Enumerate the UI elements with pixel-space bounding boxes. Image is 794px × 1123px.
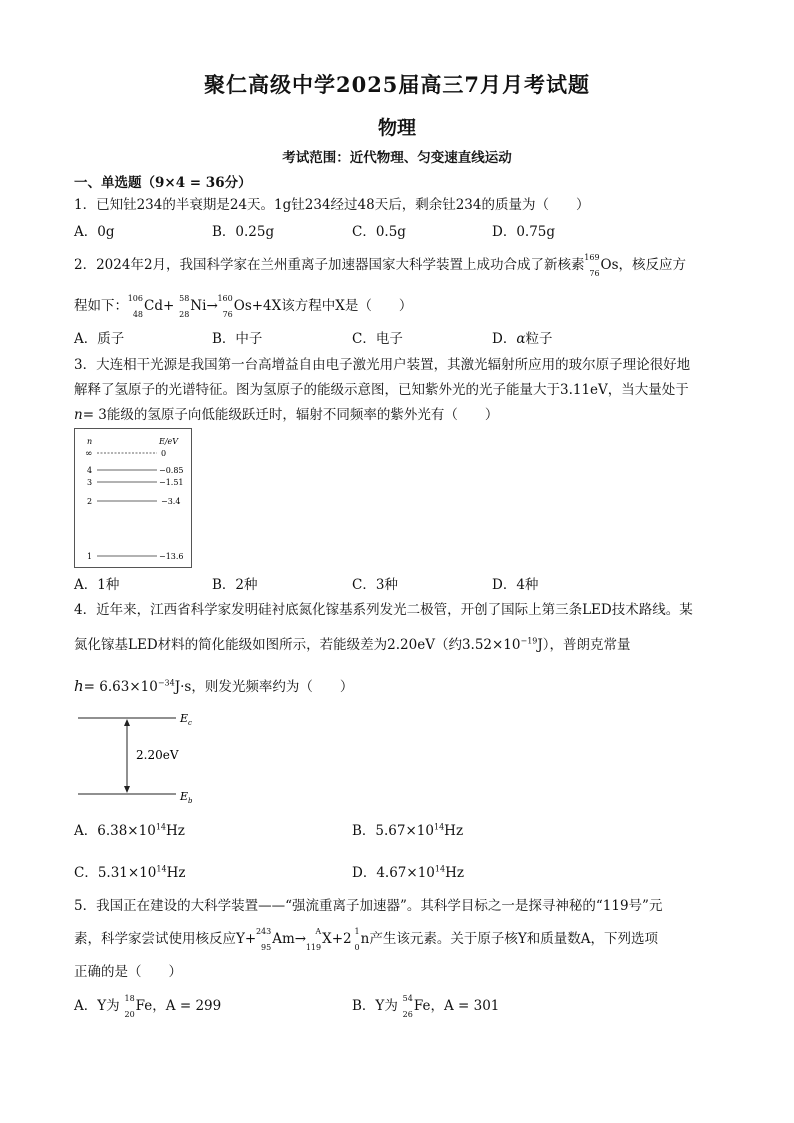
reaction-arrow: →: [294, 931, 307, 947]
level-2: [87, 497, 180, 506]
svg-text:∞: ∞: [85, 449, 93, 459]
svg-text:0: 0: [161, 449, 167, 458]
svg-text:1: 1: [87, 552, 93, 561]
q3-stem-line2: 解释了氢原子的光谱特征。图为氢原子的能级示意图，已知紫外光的光子能量大于3.11eV，当大量处于: [74, 382, 689, 398]
nuclide-os-160: 160 76: [217, 293, 233, 319]
exam-title: 聚仁高级中学2025届高三7月月考试题: [203, 72, 591, 97]
nuclide-fe-a: 18 20: [124, 993, 135, 1019]
svg-text:−0.85: −0.85: [159, 466, 184, 475]
q3-option-c: C．3种: [352, 577, 398, 593]
q1-stem: 1．已知钍234的半衰期是24天。1g钍234经过48天后，剩余钍234的质量为（ ）: [74, 197, 590, 213]
nuclide-fe-b: 54 26: [402, 993, 413, 1019]
level-4: [87, 466, 184, 475]
led-energy-diagram: [74, 708, 204, 803]
q3-option-b: B．2种: [212, 577, 258, 593]
q1-option-d: D．0.75g: [492, 224, 556, 240]
q2-option-c: C．电子: [352, 331, 403, 347]
gap-arrow-head-up: [124, 719, 130, 726]
q4-stem-line2: 氮化镓基LED材料的简化能级如图所示，若能级差为2.20eV（约$3.52\times 10^{-19}J$），普朗克常量: [74, 636, 631, 653]
q5-option-a: A．Y为 18 20 Fe，A = 299: [74, 993, 222, 1019]
nuclide-am: 243 95: [255, 926, 272, 952]
q1-option-a: A．0g: [74, 224, 115, 240]
q1-option-c: C．0.5g: [352, 224, 406, 240]
q3-option-d: D．4种: [492, 577, 539, 593]
subject-title: 物理: [377, 117, 416, 139]
diagram-e-label: E/eV: [159, 437, 179, 446]
eb-label: $E_b$: [180, 790, 193, 803]
q4-option-d: D．$4.67\times 10^{14}Hz$: [352, 864, 464, 881]
section-heading: 一、单选题（9×4 = 36分）: [74, 175, 252, 191]
q5-option-b: B．Y为 54 26 Fe，A = 301: [352, 993, 500, 1019]
q5-stem-line3: 正确的是（ ）: [74, 964, 182, 980]
q3-stem-line3: n= 3能级的氢原子向低能级跃迁时，辐射不同频率的紫外光有（ ）: [74, 407, 499, 423]
gap-arrow-head-down: [124, 786, 130, 793]
nuclide-os-169: 169 76: [584, 252, 600, 278]
reaction-arrow: →: [206, 298, 218, 314]
nuclide-cd: 106 48: [127, 293, 143, 319]
q4-stem-line1: 4．近年来，江西省科学家发明硅衬底氮化镓基系列发光二极管，开创了国际上第三条LED技术路线。某: [74, 602, 693, 618]
ec-label: $E_c$: [180, 712, 192, 727]
q1-option-b: B．0.25g: [212, 224, 275, 240]
q2-option-b: B．中子: [212, 331, 263, 347]
gap-label: 2.20eV: [136, 748, 179, 762]
level-inf: [85, 449, 166, 459]
q4-stem-line3: $h= 6.63\times 10^{-34}J\cdot s$，则发光频率约为（ ）: [74, 677, 354, 695]
svg-text:−13.6: −13.6: [159, 552, 184, 561]
q3-option-a: A．1种: [74, 577, 120, 593]
svg-text:4: 4: [87, 466, 93, 475]
q2-stem-line1: 2．2024年2月，我国科学家在兰州重离子加速器国家大科学装置上成功合成了新核素 169 76 Os，核反应方: [74, 252, 687, 278]
nuclide-x: A 119: [305, 926, 322, 952]
svg-text:2: 2: [87, 497, 93, 506]
svg-text:3: 3: [87, 478, 93, 487]
level-1: [87, 552, 184, 561]
level-3: [87, 478, 184, 487]
diagram-n-label: n: [87, 437, 93, 446]
q3-stem-line1: 3．大连相干光源是我国第一台高增益自由电子激光用户装置，其激光辐射所应用的玻尔原子理论很好地: [74, 357, 691, 373]
svg-text:−1.51: −1.51: [159, 478, 184, 487]
q4-option-b: B．$5.67\times 10^{14}Hz$: [352, 822, 464, 839]
q4-option-c: C．$5.31\times 10^{14}Hz$: [74, 864, 186, 881]
energy-level-diagram: [74, 428, 192, 568]
q2-option-a: A．质子: [74, 331, 125, 347]
q2-stem-line2: 程如下： 106 48 Cd+ 58 28 Ni→ 160 76 Os+4X该方程中X是（ ）: [74, 293, 413, 319]
nuclide-n: 1 0: [354, 926, 360, 952]
svg-text:−3.4: −3.4: [161, 497, 181, 506]
q4-option-a: A．$6.38\times 10^{14}Hz$: [74, 822, 185, 839]
nuclide-ni: 58 28: [179, 293, 190, 319]
q5-stem-line1: 5．我国正在建设的大科学装置——“强流重离子加速器”。其科学目标之一是探寻神秘的“119号”元: [74, 898, 663, 914]
energy-level-svg: [75, 429, 191, 567]
q5-stem-line2: 素，科学家尝试使用核反应Y+ 243 95 Am→ A 119 X+2 1 0 n产生该元素。关于原子核Y和质量数A，下列选项: [74, 926, 659, 952]
exam-scope: 考试范围：近代物理、匀变速直线运动: [282, 150, 512, 166]
q2-option-d: D．α粒子: [492, 331, 553, 347]
